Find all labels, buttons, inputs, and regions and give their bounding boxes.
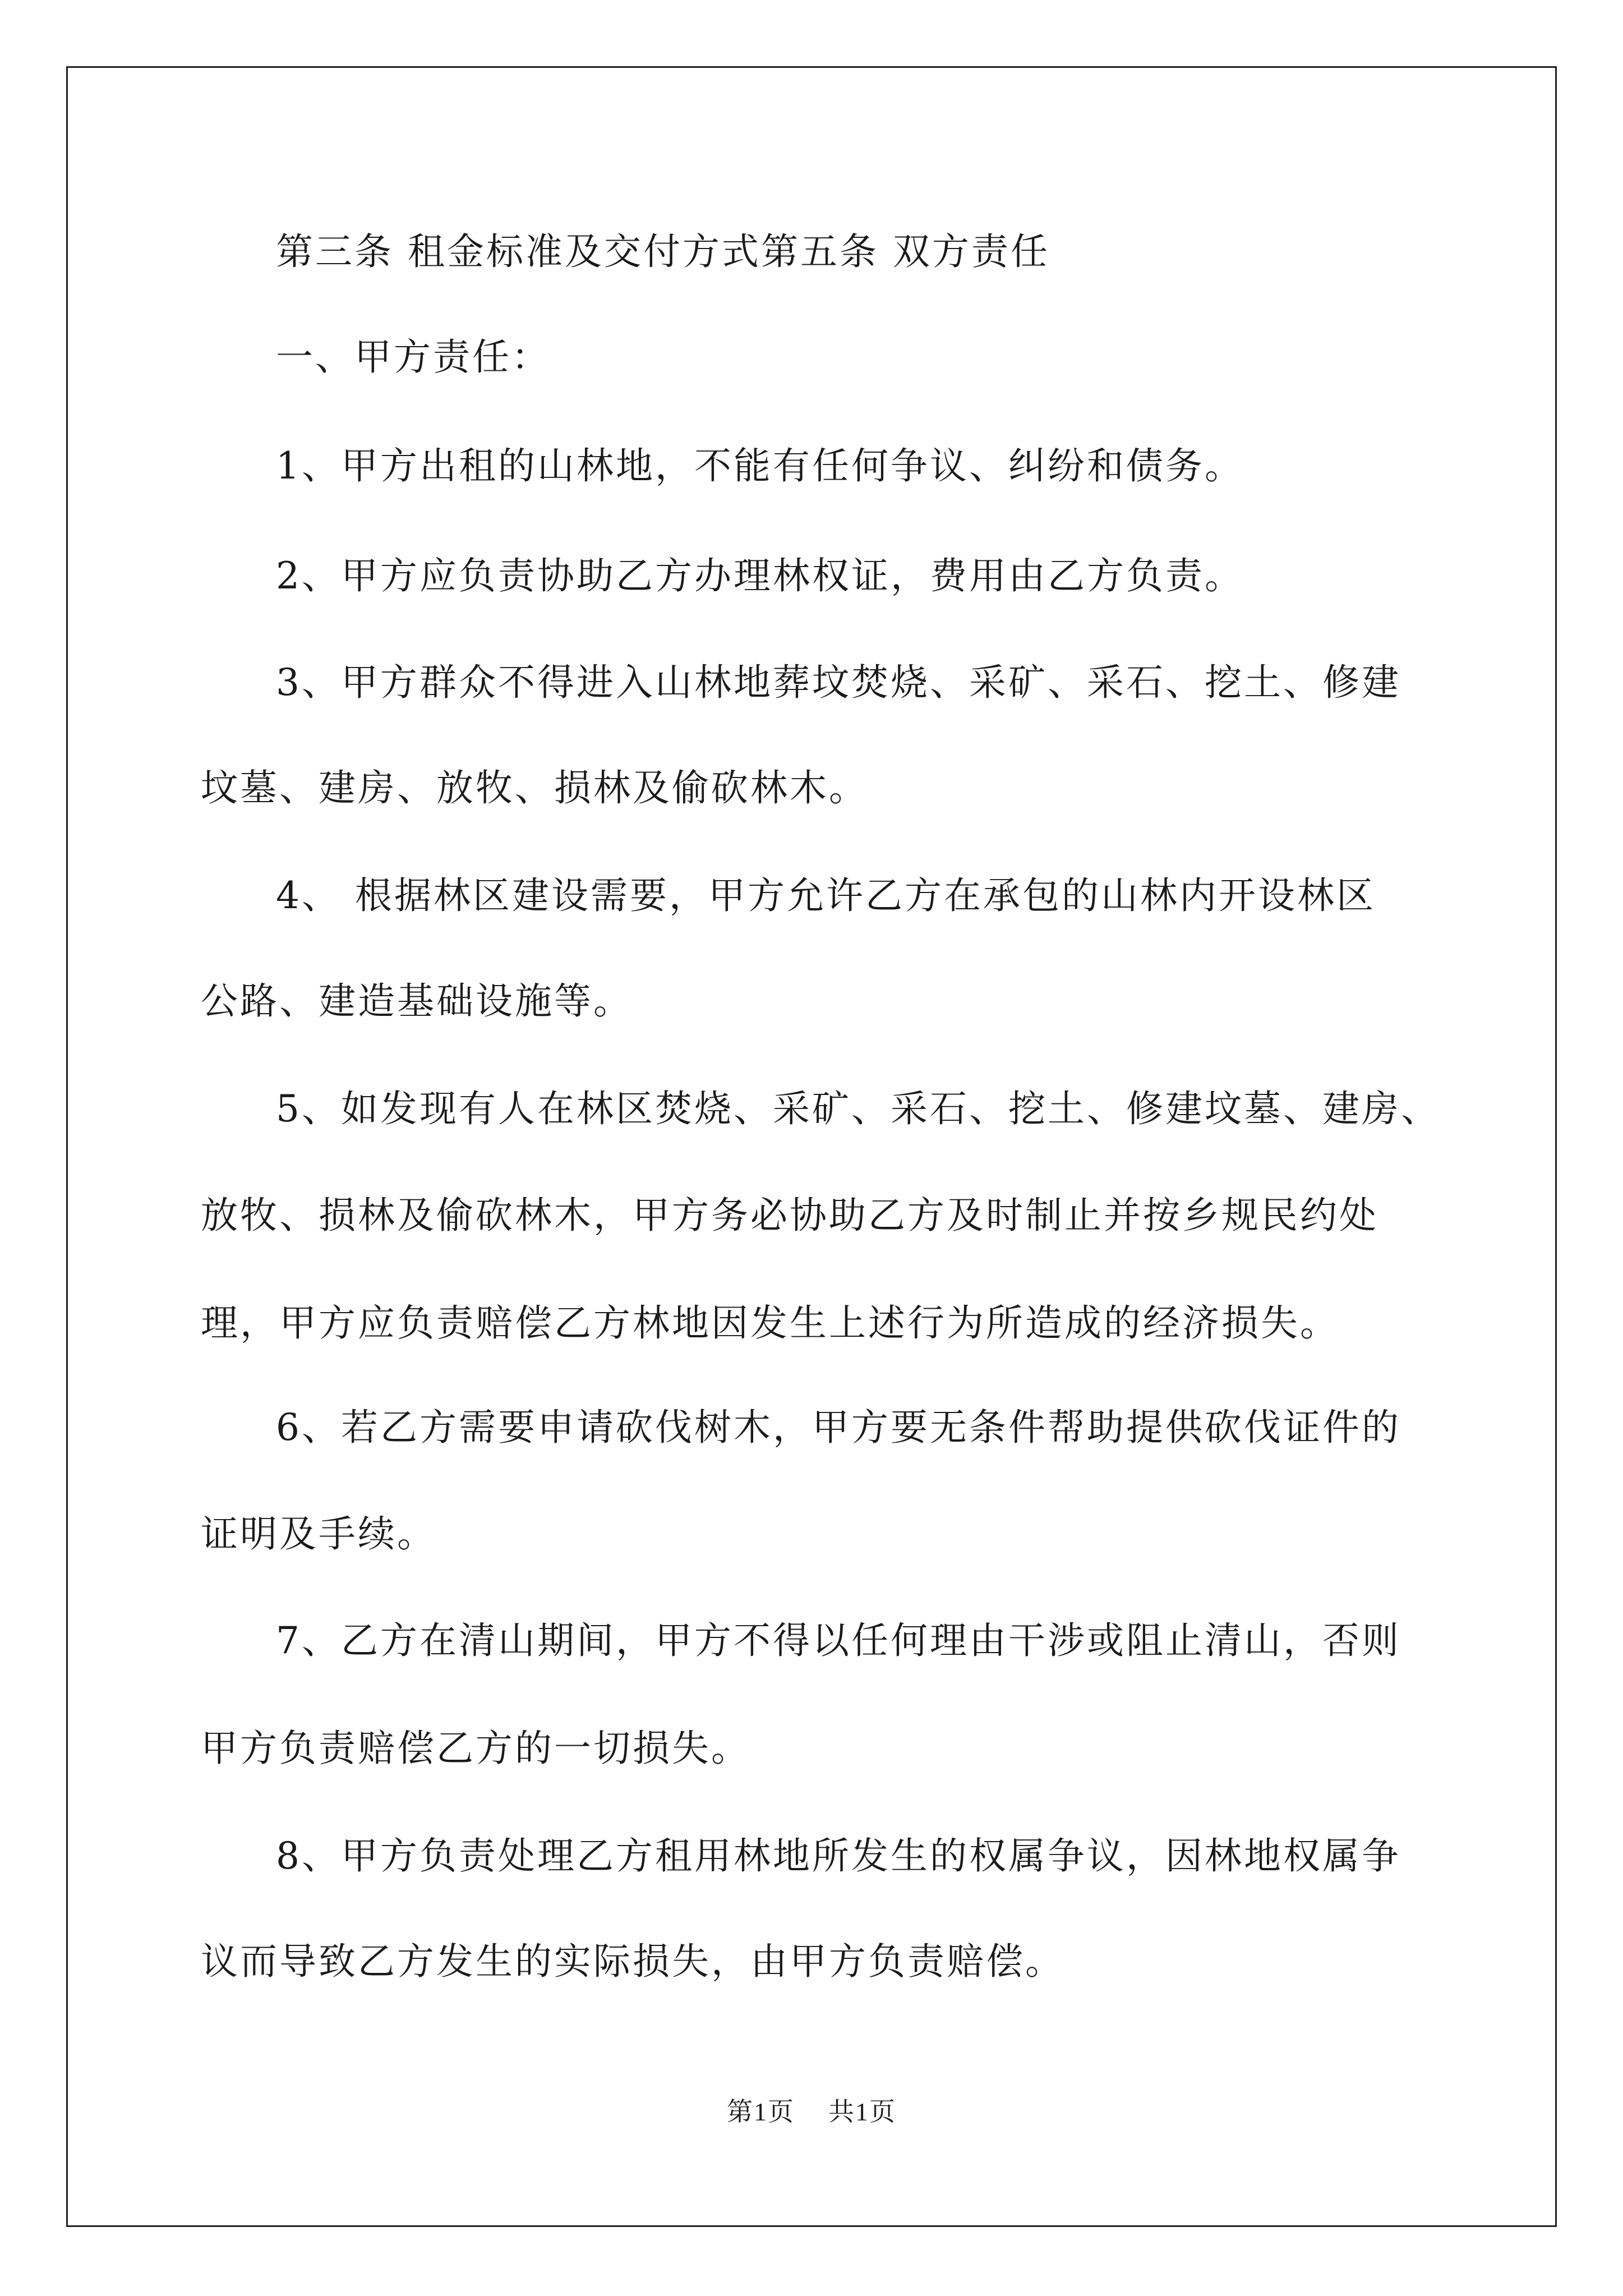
page-border (66, 66, 1557, 2227)
clause-5-line-3: 理，甲方应负责赔偿乙方林地因发生上述行为所造成的经济损失。 (201, 1301, 1339, 1345)
clause-8-line-1: 8、甲方负责处理乙方租用林地所发生的权属争议，因林地权属争 (276, 1834, 1401, 1878)
clause-5-line-2: 放牧、损林及偷砍林木，甲方务必协助乙方及时制止并按乡规民约处 (201, 1194, 1378, 1237)
clause-4-line-2: 公路、建造基础设施等。 (201, 979, 633, 1023)
page-number-current: 第1页 (727, 2097, 795, 2126)
clause-3-line-1: 3、甲方群众不得进入山林地葬坟焚烧、采矿、采石、挖土、修建 (276, 661, 1401, 704)
clause-2: 2、甲方应负责协助乙方办理林权证，费用由乙方负责。 (276, 554, 1244, 597)
page-number-total: 共1页 (828, 2097, 896, 2126)
clause-6-line-1: 6、若乙方需要申请砍伐树木，甲方要无条件帮助提供砍伐证件的 (276, 1406, 1401, 1449)
page-footer (0, 2095, 1623, 2129)
section-heading: 一、甲方责任： (276, 335, 551, 379)
clause-4-line-1: 4、 根据林区建设需要，甲方允许乙方在承包的山林内开设林区 (276, 874, 1376, 917)
clause-5-line-1: 5、如发现有人在林区焚烧、采矿、采石、挖土、修建坟墓、建房、 (276, 1087, 1440, 1130)
clause-3-line-2: 坟墓、建房、放牧、损林及偷砍林木。 (201, 766, 868, 809)
clause-6-line-2: 证明及手续。 (201, 1512, 436, 1556)
clause-7-line-2: 甲方负责赔偿乙方的一切损失。 (201, 1727, 750, 1770)
clause-8-line-2: 议而导致乙方发生的实际损失，由甲方负责赔偿。 (201, 1940, 1064, 1983)
clause-7-line-1: 7、乙方在清山期间，甲方不得以任何理由干涉或阻止清山，否则 (276, 1619, 1401, 1662)
article-heading: 第三条 租金标准及交付方式第五条 双方责任 (276, 230, 1050, 273)
clause-1: 1、甲方出租的山林地，不能有任何争议、纠纷和债务。 (276, 444, 1244, 487)
